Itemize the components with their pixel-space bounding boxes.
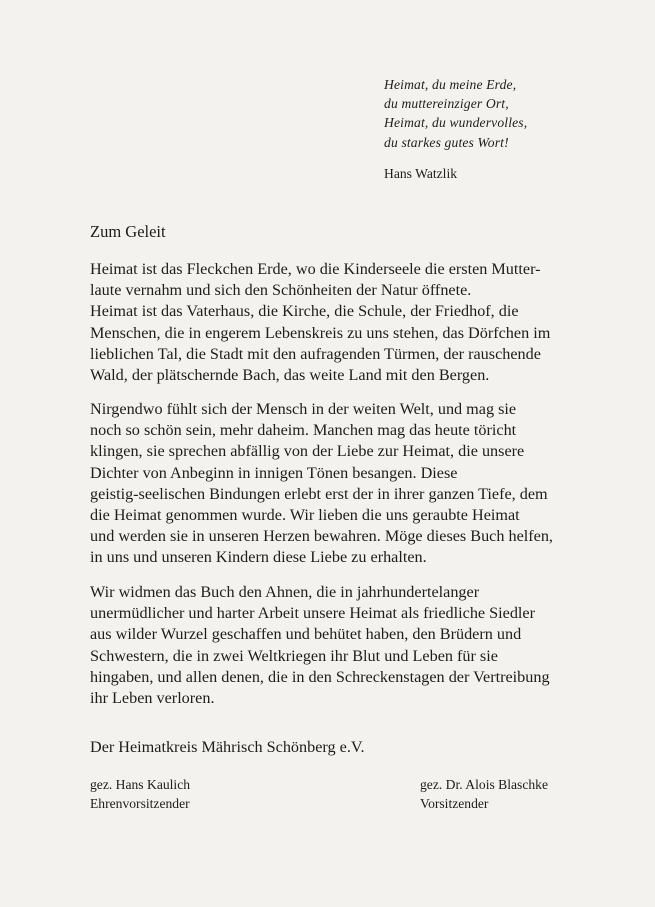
text-line: ihr Leben verloren.: [90, 689, 215, 708]
signature-right: [420, 776, 548, 813]
signature-name: gez. Hans Kaulich: [90, 777, 191, 792]
paragraph-3: [90, 582, 610, 709]
poem-author: Hans Watzlik: [384, 166, 458, 181]
poem-line: du starkes gutes Wort!: [384, 134, 509, 150]
text-line: laute vernahm und sich den Schönheiten der Natur öffnete.: [90, 281, 472, 300]
poem-line: du muttereinziger Ort,: [384, 96, 509, 112]
text-line: klingen, sie sprechen abfällig von der Liebe zur Heimat, die unsere: [90, 442, 525, 461]
text-line: Schwestern, die in zwei Weltkriegen ihr Blut und Leben für sie: [90, 646, 498, 665]
signature-role: Ehrenvorsitzender: [90, 795, 190, 811]
section-heading: Zum Geleit: [90, 222, 166, 241]
text-line: Menschen, die in engerem Lebenskreis zu uns stehen, das Dörfchen im: [90, 323, 551, 342]
epigraph-poem: [384, 75, 624, 152]
paragraph-2: [90, 399, 610, 569]
poem-line: Heimat, du wundervolles,: [384, 115, 528, 131]
text-line: Wir widmen das Buch den Ahnen, die in jahrhundertelanger: [90, 583, 480, 601]
signature-left: [90, 776, 190, 813]
text-line: aus wilder Wurzel geschaffen und behütet haben, den Brüdern und: [90, 625, 522, 644]
text-line: in uns und unseren Kindern diese Liebe zu erhalten.: [90, 548, 427, 567]
poem-line: Heimat, du meine Erde,: [384, 77, 517, 92]
text-line: Heimat ist das Fleckchen Erde, wo die Kinderseele die ersten Mutter-: [90, 260, 541, 278]
text-line: Dichter von Anbeginn in innigen Tönen besangen. Diese: [90, 463, 458, 482]
paragraph-1: [90, 259, 610, 386]
text-line: und werden sie in unseren Herzen bewahren. Möge dieses Buch helfen,: [90, 527, 553, 546]
text-line: Wald, der plätschernde Bach, das weite Land mit den Bergen.: [90, 366, 490, 385]
text-line: geistig-seelischen Bindungen erlebt erst der in ihrer ganzen Tiefe, dem: [90, 484, 548, 503]
signoff-organization: Der Heimatkreis Mährisch Schönberg e.V.: [90, 738, 365, 756]
text-line: Nirgendwo fühlt sich der Mensch in der weiten Welt, und mag sie: [90, 400, 517, 418]
text-line: noch so schön sein, mehr daheim. Manchen mag das heute töricht: [90, 421, 517, 440]
text-line: Heimat ist das Vaterhaus, die Kirche, die Schule, der Friedhof, die: [90, 302, 519, 321]
text-line: unermüdlicher und harter Arbeit unsere Heimat als friedliche Siedler: [90, 604, 535, 623]
signature-name: gez. Dr. Alois Blaschke: [420, 777, 548, 792]
signature-role: Vorsitzender: [420, 795, 489, 811]
text-line: die Heimat genommen wurde. Wir lieben die uns geraubte Heimat: [90, 506, 520, 525]
text-line: lieblichen Tal, die Stadt mit den aufragenden Türmen, der rauschende: [90, 344, 541, 363]
text-line: hingaben, und allen denen, die in den Schreckenstagen der Vertreibung: [90, 667, 550, 686]
